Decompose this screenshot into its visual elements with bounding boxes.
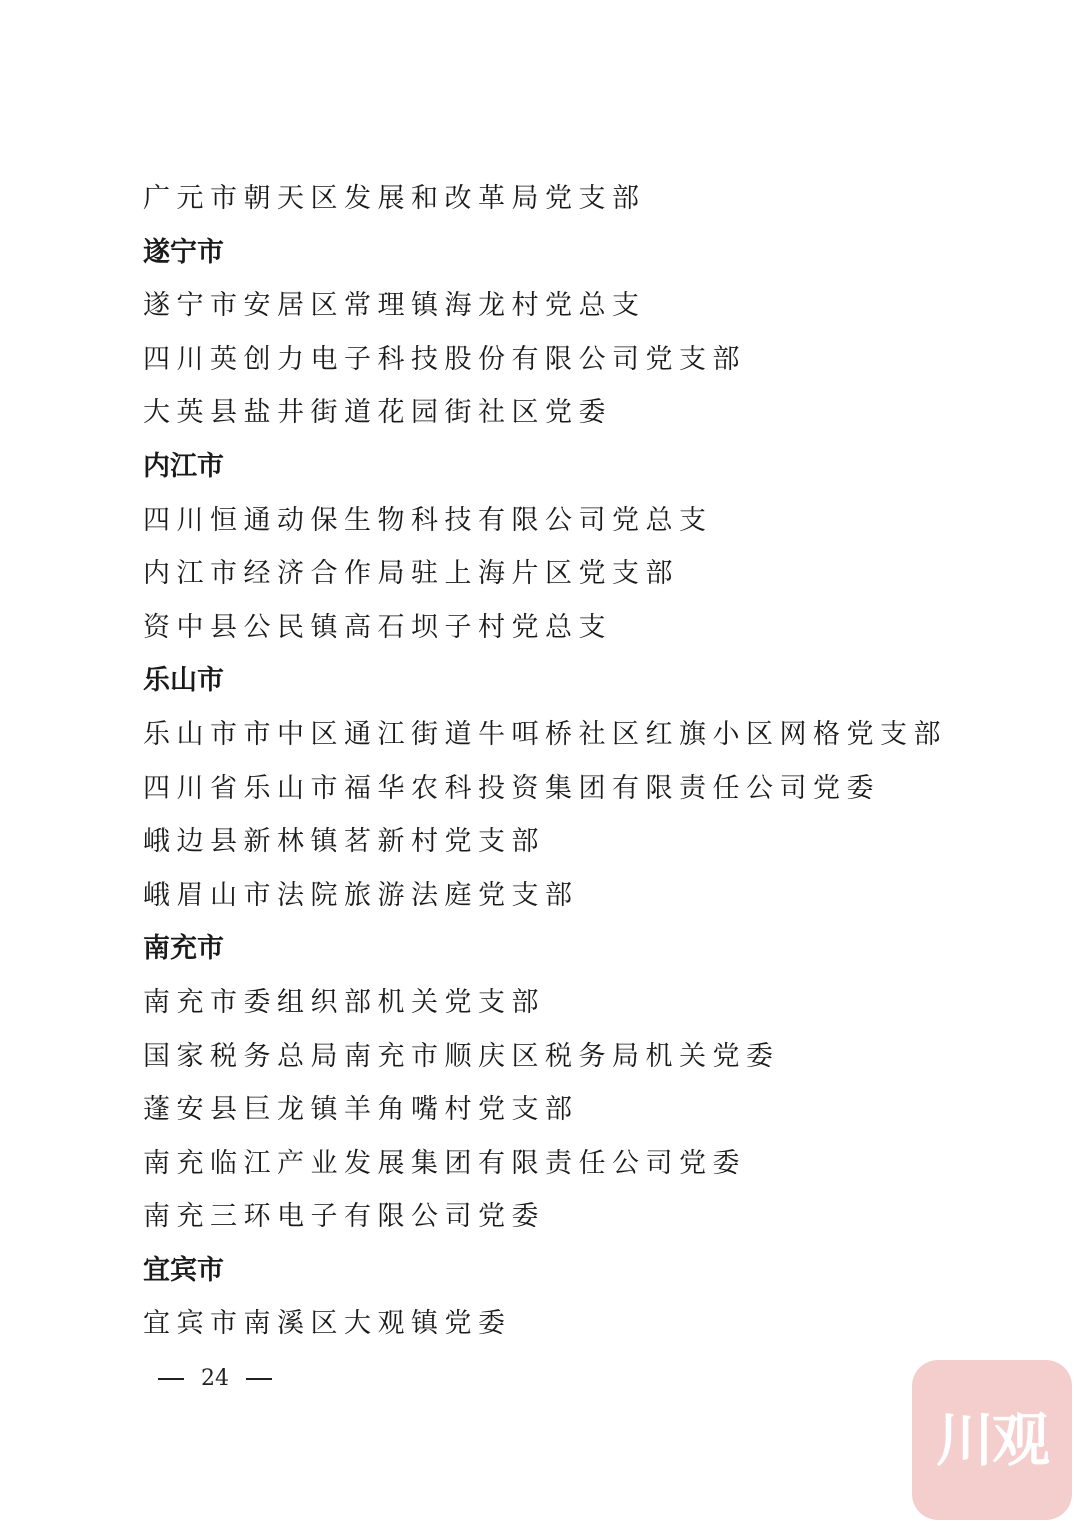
watermark-logo-text: 川观 xyxy=(935,1406,1048,1474)
list-item: 乐山市市中区通江街道牛咡桥社区红旗小区网格党支部 xyxy=(143,718,947,750)
page-number xyxy=(148,1362,282,1396)
city-heading: 南充市 xyxy=(143,933,224,965)
page-number-text: 24 xyxy=(201,1366,229,1391)
list-item: 南充三环电子有限公司党委 xyxy=(143,1201,545,1233)
city-heading: 宜宾市 xyxy=(143,1254,224,1286)
list-item: 四川恒通动保生物科技有限公司党总支 xyxy=(143,504,713,536)
city-heading: 乐山市 xyxy=(143,665,224,697)
list-item: 国家税务总局南充市顺庆区税务局机关党委 xyxy=(143,1040,780,1072)
document-body xyxy=(143,172,1003,1351)
page-number-right-dash xyxy=(246,1378,272,1380)
list-item: 内江市经济合作局驻上海片区党支部 xyxy=(143,558,679,590)
list-item: 四川英创力电子科技股份有限公司党支部 xyxy=(143,343,746,375)
list-item: 峨边县新林镇茗新村党支部 xyxy=(143,826,545,858)
city-heading: 遂宁市 xyxy=(143,236,224,268)
list-item: 资中县公民镇高石坝子村党总支 xyxy=(143,611,612,643)
list-item: 大英县盐井街道花园街社区党委 xyxy=(143,397,612,429)
list-item: 宜宾市南溪区大观镇党委 xyxy=(143,1308,512,1340)
list-item: 广元市朝天区发展和改革局党支部 xyxy=(143,183,646,214)
list-item: 蓬安县巨龙镇羊角嘴村党支部 xyxy=(143,1094,579,1126)
list-item: 峨眉山市法院旅游法庭党支部 xyxy=(143,879,579,911)
page-number-left-dash xyxy=(158,1378,184,1380)
list-item: 遂宁市安居区常理镇海龙村党总支 xyxy=(143,290,646,322)
city-heading: 内江市 xyxy=(143,450,224,482)
list-item: 南充临江产业发展集团有限责任公司党委 xyxy=(143,1147,746,1179)
list-item: 四川省乐山市福华农科投资集团有限责任公司党委 xyxy=(143,772,880,804)
list-item: 南充市委组织部机关党支部 xyxy=(143,986,545,1018)
watermark-logo xyxy=(912,1360,1072,1520)
